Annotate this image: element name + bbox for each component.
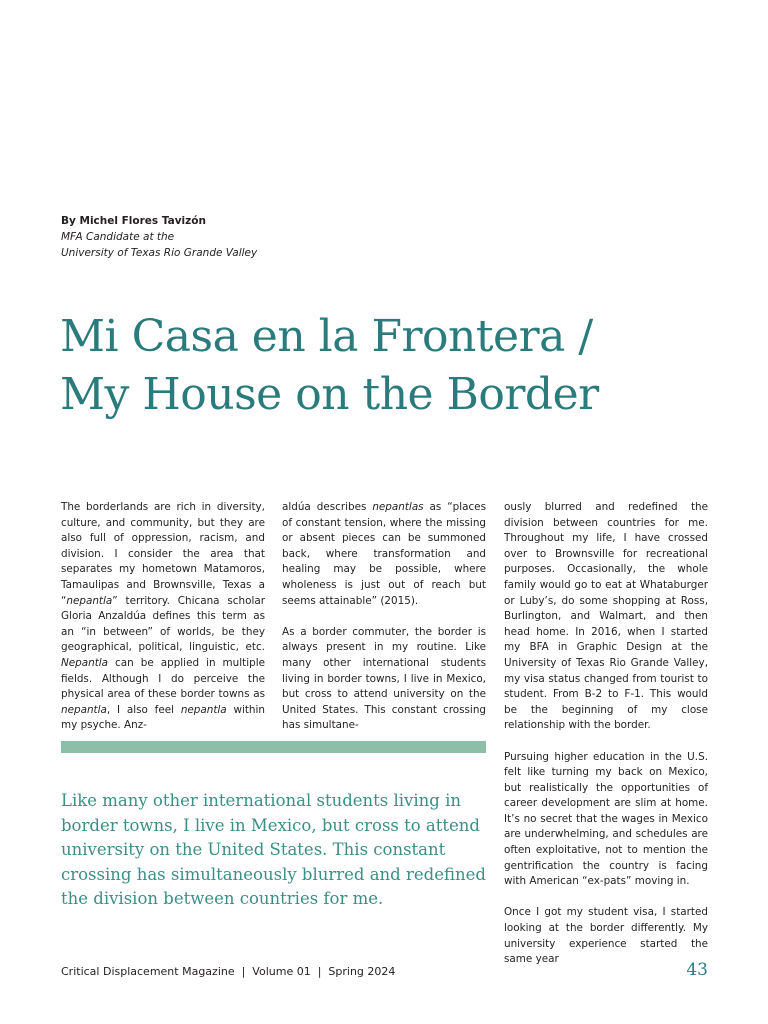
pull-quote: Like many other international students living in border towns, I live in Mexico, but cross to attend university on the United States. This constant crossing has simultaneously blurred and redefined the division between countries for me. [61, 791, 486, 908]
body-text: The borderlands are rich in diversity, culture, and community, but they are also full of oppression, racism, and division. I consider the area that separates my hometown Matamoros, Tamaulipas and Brownsville, Texas a “ [61, 501, 265, 607]
author-name: By Michel Flores Tavizón [61, 215, 206, 227]
body-text: ” territory. Chicana scholar Gloria Anzaldúa defines this term as an “in between” of worlds, be they geographical, political, linguistic, etc. [61, 594, 265, 654]
pull-quote-rule [61, 741, 486, 753]
title-line-1: Mi Casa en la Frontera / [60, 311, 593, 362]
body-text: within my psyche. Anz- [61, 703, 265, 732]
author-affiliation-2: University of Texas Rio Grande Valley [61, 247, 258, 259]
article-title [60, 308, 720, 424]
emphasis-term: Nepantla [61, 656, 109, 669]
page-number: 43 [686, 960, 708, 980]
author-affiliation-1: MFA Candidate at the [61, 231, 175, 243]
title-line-2: My House on the Border [60, 369, 599, 420]
body-paragraph: Once I got my student visa, I started looking at the border differently. My university experience started the same year [504, 906, 708, 966]
byline [61, 213, 257, 261]
body-paragraph: As a border commuter, the border is always present in my routine. Like many other international students living in border towns, I live in Mexico, but cross to attend university on the United States. This constant crossing has simultane- [282, 625, 486, 732]
body-text: as “places of constant tension, where the missing or absent pieces can be summoned back, where transformation and healing may be possible, where wholeness is just out of reach but seems attainable” (2015). [282, 501, 486, 607]
body-column-1 [61, 500, 265, 734]
emphasis-term: nepantla [180, 703, 227, 716]
emphasis-term: nepantlas [372, 501, 424, 513]
body-text: , I also feel [106, 703, 181, 716]
body-paragraph [61, 500, 265, 734]
body-paragraph: Pursuing higher education in the U.S. felt like turning my back on Mexico, but realistically the opportunities of career development are slim at home. It’s no secret that the wages in Mexico are underwhelming, and schedules are often exploitative, not to mention the gentrification the country is facing with American “ex-pats” moving in. [504, 750, 708, 888]
body-paragraph [282, 500, 486, 609]
emphasis-term: nepantla [61, 703, 107, 716]
footer-masthead: Critical Displacement Magazine | Volume 01 | Spring 2024 [61, 965, 396, 978]
body-column-3 [504, 500, 708, 968]
emphasis-term: nepantla [66, 594, 113, 607]
body-paragraph: ously blurred and redefined the division between countries for me. Throughout my life, I have crossed over to Brownsville for recreational purposes. Occasionally, the whole family would go to eat at Whataburger or Luby’s, do some shopping at Ross, Burlington, and Walmart, and then head home. In 2016, when I started my BFA in Graphic Design at the University of Texas Rio Grande Valley, my visa status changed from tourist to student. From B-2 to F-1. This would be the beginning of my close relationship with the border. [504, 501, 708, 732]
body-text: aldúa describes [282, 501, 373, 513]
body-text: can be applied in multiple fields. Although I do perceive the physical area of these border towns as [61, 656, 265, 701]
body-column-2 [282, 500, 486, 734]
